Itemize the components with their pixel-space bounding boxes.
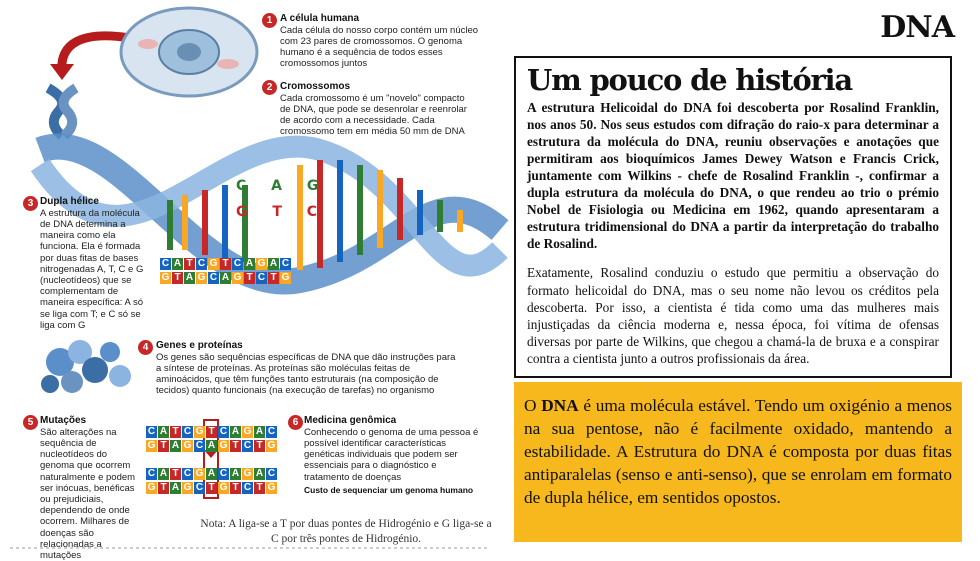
nucleotide-C: C bbox=[267, 426, 276, 437]
nucleotide-T: T bbox=[184, 258, 195, 270]
step-2-badge: 2 bbox=[262, 80, 277, 95]
medicine-text: Conhecendo o genoma de uma pessoa é possível identificar características genéticas individuais que podem ser essenciais para o diagnóstico e tratamento de doenças bbox=[304, 426, 479, 483]
genes-label bbox=[156, 340, 456, 397]
nucleotide-C: C bbox=[267, 468, 276, 479]
nucleotide-A: A bbox=[231, 426, 240, 437]
summary-prefix: O bbox=[524, 396, 542, 415]
nucleotide-G: G bbox=[267, 440, 276, 451]
nucleotide-G: G bbox=[219, 482, 228, 493]
nucleotide-A: A bbox=[255, 468, 264, 479]
genes-text: Os genes são sequências específicas de DNA que dão instruções para a síntese de proteínas. As proteínas são moléculas feitas de aminoácidos, que têm funções tanto estruturais (na composição de tecidos) quanto funcionais (na execução de tarefas) no organismo bbox=[156, 351, 456, 397]
summary-paragraph bbox=[524, 394, 952, 509]
genes-title: Genes e proteínas bbox=[156, 340, 243, 351]
nucleotide-C: C bbox=[195, 482, 204, 493]
nucleotide-T: T bbox=[158, 440, 169, 452]
history-box bbox=[514, 56, 952, 378]
hydrogen-bond-note: Nota: A liga-se a T por duas pontes de Hidrogénio e G liga-se a C por três pontes de Hidrogénio. bbox=[200, 518, 492, 545]
nucleotide-A: A bbox=[255, 426, 264, 437]
nucleotide-C: C bbox=[257, 272, 266, 283]
sequence-1-top bbox=[160, 258, 292, 270]
nucleotide-C: C bbox=[161, 258, 170, 269]
history-paragraph-1: A estrutura Helicoidal do DNA foi descoberta por Rosalind Franklin, nos anos 50. Nos seus estudos com difração do raio-x para determinar a estrutura da molécula do DNA, reuniu observações e anotações que permitiram aos bioquímicos James Dewey Watson e Francis Crick, juntamente com Wilkins - chefe de Rosalind Franklin -, confirmar a dupla estrutura da molécula do DNA, o que rendeu ao trio o prémio Nobel de Fisiologia ou Medicina em 1962, quando apresentaram a estrutura tridimensional do DNA a partir da interpretação do trabalho de Rosalind. bbox=[527, 100, 939, 252]
summary-rest: é uma molécula estável. Tendo um oxigénio a menos na sua pentose, não é facilmente oxidado, mantendo a estabilidade. A Estrutura do DNA é composta por duas fitas antiparalelas (senso e anti-senso), que se enrolam em formato de dupla hélice, em sentidos opostos. bbox=[524, 396, 952, 507]
nucleotide-T: T bbox=[220, 258, 231, 270]
nucleotide-G: G bbox=[209, 258, 218, 269]
nucleotide-C: C bbox=[147, 468, 156, 479]
cell-label bbox=[280, 13, 480, 70]
chromosomes-label bbox=[280, 81, 476, 138]
nucleotide-T: T bbox=[170, 468, 181, 480]
mutations-label bbox=[40, 415, 140, 561]
step-1-badge: 1 bbox=[262, 13, 277, 28]
medicine-label bbox=[304, 415, 484, 495]
medicine-caption: Custo de sequenciar um genoma humano bbox=[304, 484, 474, 495]
cell-illustration bbox=[118, 4, 260, 100]
arrow-head-icon bbox=[50, 64, 74, 80]
nucleotide-T: T bbox=[206, 426, 217, 438]
medicine-title: Medicina genômica bbox=[304, 415, 397, 426]
nucleotide-G: G bbox=[197, 272, 206, 283]
nucleotide-G: G bbox=[183, 440, 192, 451]
helix-label bbox=[40, 196, 152, 331]
nucleotide-A: A bbox=[185, 272, 194, 283]
nucleotide-C: C bbox=[197, 258, 206, 269]
page-title: DNA bbox=[880, 10, 954, 45]
sequence-3-bottom bbox=[146, 482, 278, 494]
sequence-1-bottom bbox=[160, 272, 292, 284]
chromosomes-text: Cada cromossomo é um "novelo" compacto de DNA, que pode se desenrolar e reenrolar de acordo com a necessidade. Cada cromossomo tem em média 50 mm de DNA bbox=[280, 92, 467, 138]
step-6-badge: 6 bbox=[288, 415, 303, 430]
nucleotide-C: C bbox=[219, 426, 228, 437]
cell-title: A célula humana bbox=[280, 13, 360, 24]
nucleotide-A: A bbox=[159, 426, 168, 437]
nucleotide-G: G bbox=[243, 468, 252, 479]
nucleotide-A: A bbox=[159, 468, 168, 479]
nucleotide-T: T bbox=[172, 272, 183, 284]
nucleotide-A: A bbox=[245, 258, 254, 269]
summary-bold: DNA bbox=[541, 396, 579, 415]
nucleotide-C: C bbox=[281, 258, 290, 269]
nucleotide-G: G bbox=[267, 482, 276, 493]
mutations-title: Mutações bbox=[40, 415, 87, 426]
nucleotide-C: C bbox=[183, 426, 192, 437]
nucleotide-A: A bbox=[221, 272, 230, 283]
summary-box bbox=[514, 382, 962, 542]
nucleotide-C: C bbox=[233, 258, 242, 269]
nucleotide-A: A bbox=[207, 468, 216, 479]
sequence-2-bottom bbox=[146, 440, 278, 452]
nucleotide-G: G bbox=[195, 426, 204, 437]
nucleotide-G: G bbox=[183, 482, 192, 493]
nucleotide-A: A bbox=[207, 440, 216, 451]
step-4-badge: 4 bbox=[138, 340, 153, 355]
step-5-badge: 5 bbox=[23, 415, 38, 430]
nucleotide-G: G bbox=[257, 258, 266, 269]
nucleotide-G: G bbox=[147, 440, 156, 451]
chromosomes-title: Cromossomos bbox=[280, 81, 351, 92]
nucleotide-A: A bbox=[171, 482, 180, 493]
nucleotide-C: C bbox=[209, 272, 218, 283]
helix-text: A estrutura da molécula de DNA determina a maneira como ela funciona. Ela é formada por duas fitas de bases nitrogenadas A, T, C e G (nucleotídeos) que se complementam de maneira específica: A só se liga com T; e C só se liga com G bbox=[40, 207, 144, 331]
nucleotide-C: C bbox=[243, 440, 252, 451]
nucleotide-A: A bbox=[173, 258, 182, 269]
nucleotide-T: T bbox=[230, 482, 241, 494]
pair-top-text: C A G bbox=[236, 178, 329, 194]
cell-text: Cada célula do nosso corpo contém um núcleo com 23 pares de cromossomos. O genoma humano é a sequência de todos esses cromossomos juntos bbox=[280, 24, 479, 70]
step-3-badge: 3 bbox=[23, 196, 38, 211]
nucleotide-G: G bbox=[243, 426, 252, 437]
nucleotide-A: A bbox=[231, 468, 240, 479]
nucleotide-C: C bbox=[147, 426, 156, 437]
history-paragraph-2: Exatamente, Rosalind conduziu o estudo que permitiu a observação do formato helicoidal do DNA, mas o seu nome não levou os créditos pela descoberta. Por isso, a cientista é tida como uma das mulheres mais injustiçadas da ciência moderna e, nessa época, foi vítima de ofensas diversas por parte de Wilkins, que chegou a chamá-la de bruxa e a conspirar contra a cientista junto a outros profissionais da área. bbox=[527, 265, 939, 366]
nucleotide-T: T bbox=[170, 426, 181, 438]
nucleotide-C: C bbox=[243, 482, 252, 493]
nucleotide-G: G bbox=[219, 440, 228, 451]
protein-icon bbox=[41, 340, 131, 393]
nucleotide-G: G bbox=[161, 272, 170, 283]
nucleotide-T: T bbox=[206, 482, 217, 494]
nucleotide-A: A bbox=[269, 258, 278, 269]
nucleotide-C: C bbox=[219, 468, 228, 479]
chromosome-icon bbox=[48, 88, 62, 136]
nucleotide-G: G bbox=[195, 468, 204, 479]
nucleotide-G: G bbox=[281, 272, 290, 283]
nucleotide-G: G bbox=[147, 482, 156, 493]
chromosome-icon bbox=[64, 88, 77, 136]
helix-title: Dupla hélice bbox=[40, 196, 99, 207]
mutations-text: São alterações na sequência de nucleotídeos do genoma que ocorrem naturalmente e podem ser inócuas, benéficas ou prejudiciais, dependendo de onde ocorrem. Milhares de doenças são relacionadas a mutações bbox=[40, 426, 136, 561]
pair-bottom-letters bbox=[236, 204, 327, 220]
pair-top-letters bbox=[236, 178, 328, 194]
nucleotide-G: G bbox=[233, 272, 242, 283]
nucleotide-T: T bbox=[268, 272, 279, 284]
nucleotide-T: T bbox=[158, 482, 169, 494]
nucleotide-C: C bbox=[195, 440, 204, 451]
nucleotide-T: T bbox=[244, 272, 255, 284]
sequence-2-top bbox=[146, 426, 278, 438]
nucleotide-A: A bbox=[171, 440, 180, 451]
nucleotide-T: T bbox=[254, 440, 265, 452]
nucleotide-C: C bbox=[183, 468, 192, 479]
nucleotide-T: T bbox=[254, 482, 265, 494]
pair-bottom-text: G T C bbox=[236, 204, 328, 220]
history-heading: Um pouco de história bbox=[527, 63, 852, 97]
nucleotide-T: T bbox=[230, 440, 241, 452]
sequence-3-top bbox=[146, 468, 278, 480]
